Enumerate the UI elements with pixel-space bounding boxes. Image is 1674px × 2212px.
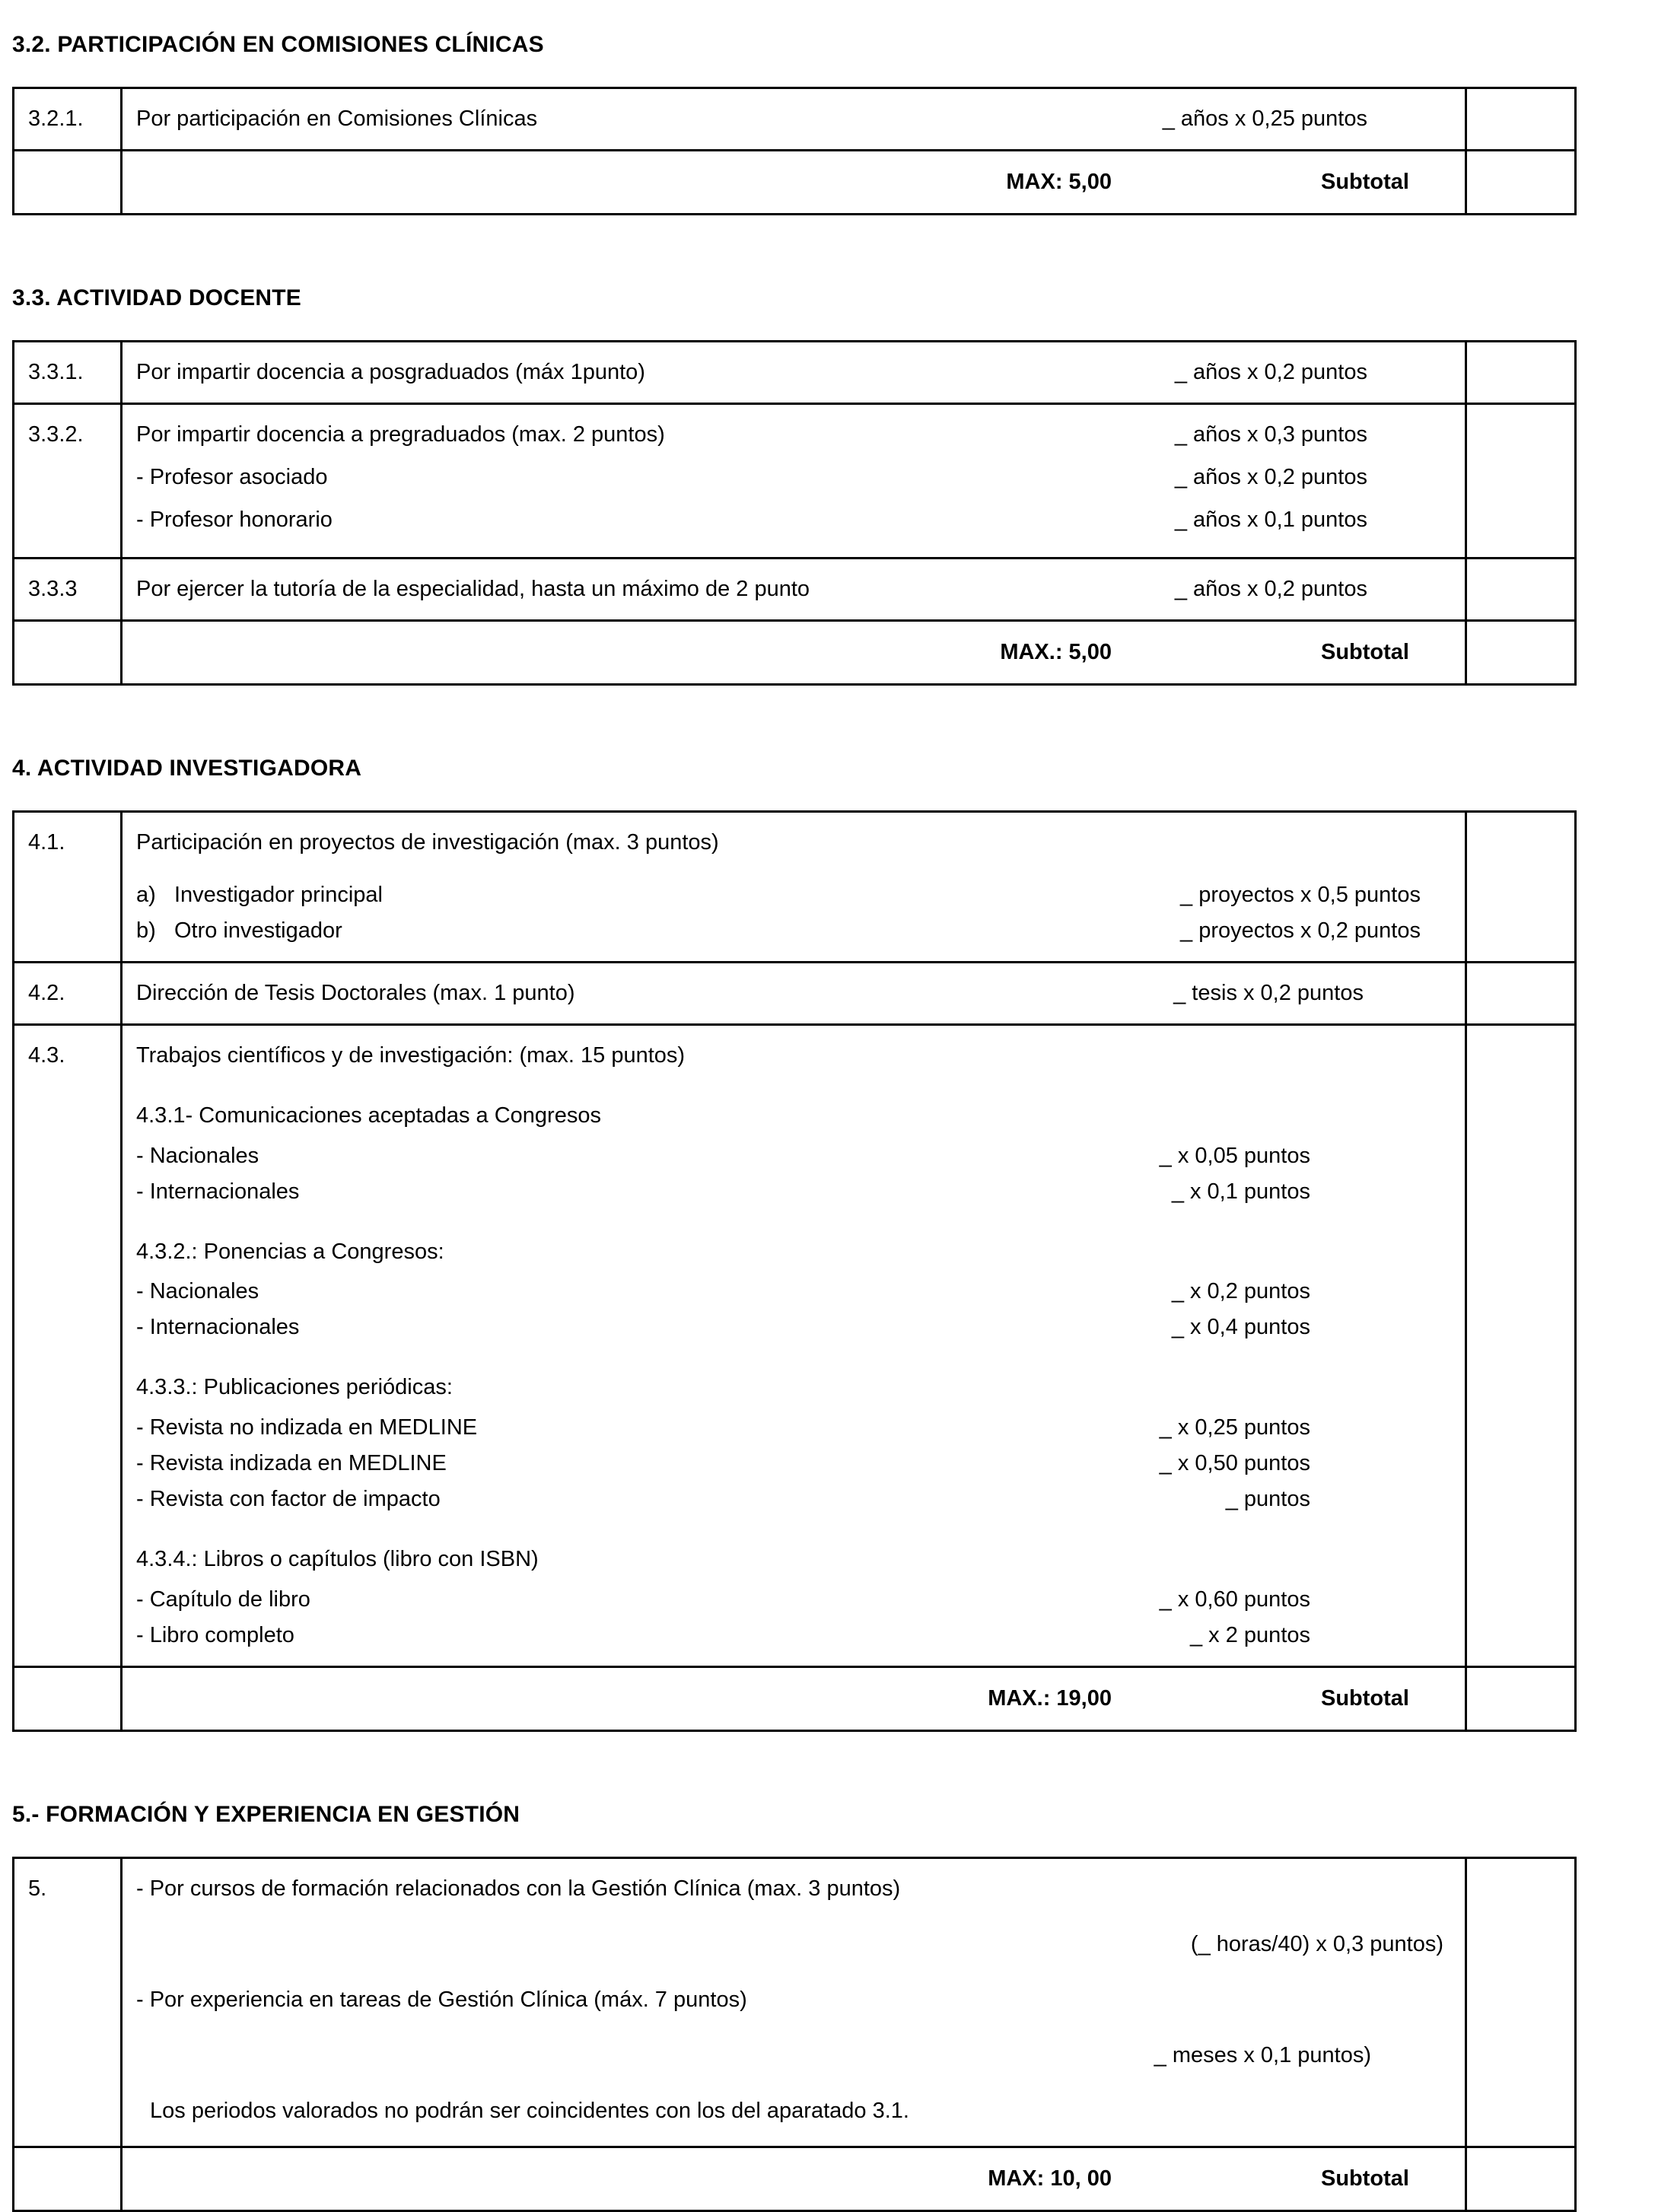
item-line [136,913,1451,949]
item-line [136,1582,1451,1618]
item-line [136,417,1451,453]
table-formacion-gestion [12,1857,1577,2212]
item-description: - Capítulo de libro [136,1587,310,1612]
item-note: Los periodos valorados no podrán ser coincidentes con los del aparatado 3.1. [150,2099,909,2124]
item-formula: _ años x 0,2 puntos [1174,359,1367,384]
item-number: 4.2. [14,962,122,1024]
item-formula: _ x 0,4 puntos [1171,1315,1310,1340]
item-cell [122,403,1466,558]
table-row-4-1 [14,811,1576,962]
item-number: 4.1. [14,811,122,962]
item-cell [122,1858,1466,2147]
subtotal-score-cell [1466,150,1576,214]
table-row-3-3-3 [14,558,1576,620]
item-formula: _ x 0,25 puntos [1159,1415,1310,1440]
item-formula: _ x 0,05 puntos [1159,1143,1310,1168]
item-cell [122,962,1466,1024]
item-line [136,355,1451,390]
total-line [136,2161,1451,2197]
item-line [136,502,1451,538]
item-formula: _ años x 0,3 puntos [1174,422,1367,447]
item-description: - Por cursos de formación relacionados con la Gestión Clínica (max. 3 puntos) [136,1876,901,1902]
subtotal-row [14,2147,1576,2211]
max-label: MAX.: 19,00 [988,1686,1112,1711]
item-formula: _ años x 0,2 puntos [1174,576,1367,601]
item-line [136,1482,1451,1517]
group-heading: 4.3.2.: Ponencias a Congresos: [136,1239,444,1264]
item-description: - Nacionales [136,1279,259,1304]
section-heading-3-2: 3.2. PARTICIPACIÓN EN COMISIONES CLÍNICAS [12,32,544,57]
total-cell [122,2147,1466,2211]
item-cell [122,558,1466,620]
subtotal-label: Subtotal [1321,2166,1409,2191]
table-actividad-docente [12,340,1577,686]
section-heading-3-3: 3.3. ACTIVIDAD DOCENTE [12,285,302,310]
total-line [136,164,1451,200]
item-title: Trabajos científicos y de investigación: (max. 15 puntos) [136,1042,686,1068]
item-formula: _ meses x 0,1 puntos) [1154,2043,1371,2068]
item-formula: _ x 0,2 puntos [1171,1279,1310,1304]
item-description: - Internacionales [136,1179,300,1204]
table-row-3-3-2 [14,403,1576,558]
item-line [136,1618,1451,1653]
item-formula: _ proyectos x 0,2 puntos [1180,918,1421,943]
group-heading: 4.3.3.: Publicaciones periódicas: [136,1375,453,1400]
item-line [136,1274,1451,1310]
subtotal-label: Subtotal [1321,639,1409,664]
total-line [136,1681,1451,1717]
table-row-3-2-1 [14,88,1576,151]
item-line [136,571,1451,607]
subtotal-label: Subtotal [1321,1686,1409,1711]
max-label: MAX: 10, 00 [988,2166,1112,2191]
document-page [12,32,1577,2212]
item-formula: _ años x 0,1 puntos [1174,507,1367,532]
item-description: - Libro completo [136,1623,294,1648]
item-description: Por participación en Comisiones Clínicas [136,107,538,131]
total-cell [122,1667,1466,1731]
subtotal-label: Subtotal [1321,169,1409,194]
empty-cell [14,2147,122,2211]
table-comisiones-clinicas [12,87,1577,215]
max-label: MAX.: 5,00 [1000,639,1112,664]
item-line [136,1410,1451,1446]
item-formula: _ años x 0,25 puntos [1162,107,1367,131]
empty-cell [14,1667,122,1731]
subtotal-row [14,150,1576,214]
item-line [136,101,1451,137]
total-cell [122,150,1466,214]
subtotal-row [14,1667,1576,1731]
subtotal-score-cell [1466,2147,1576,2211]
item-line [136,976,1451,1011]
group-ponencias [136,1234,1451,1346]
total-cell [122,620,1466,684]
score-cell [1466,341,1576,403]
item-description: Por ejercer la tutoría de la especialidad, hasta un máximo de 2 punto [136,576,810,601]
subtotal-row [14,620,1576,684]
subtotal-score-cell [1466,1667,1576,1731]
subtotal-score-cell [1466,620,1576,684]
group-comunicaciones [136,1098,1451,1210]
score-cell [1466,558,1576,620]
total-line [136,635,1451,670]
table-row-4-2 [14,962,1576,1024]
item-formula: _ años x 0,2 puntos [1174,464,1367,489]
item-description: - Profesor honorario [136,507,333,532]
item-description: - Por experiencia en tareas de Gestión Clínica (máx. 7 puntos) [136,1988,747,2013]
empty-cell [14,620,122,684]
empty-cell [14,150,122,214]
item-formula: (_ horas/40) x 0,3 puntos) [1190,1932,1443,1957]
item-formula: _ puntos [1225,1487,1310,1512]
item-number: 3.2.1. [14,88,122,151]
table-row-3-3-1 [14,341,1576,403]
item-description: - Revista con factor de impacto [136,1487,441,1512]
item-description: Por impartir docencia a posgraduados (máx 1punto) [136,359,645,384]
item-formula: _ proyectos x 0,5 puntos [1180,882,1421,907]
item-description: - Revista indizada en MEDLINE [136,1451,447,1476]
item-formula: _ x 2 puntos [1190,1623,1310,1648]
item-description: - Revista no indizada en MEDLINE [136,1415,478,1440]
item-cell [122,341,1466,403]
group-heading: 4.3.1- Comunicaciones aceptadas a Congresos [136,1103,601,1128]
item-cell [122,88,1466,151]
item-cell [122,811,1466,962]
item-line [136,1446,1451,1482]
item-number: 3.3.3 [14,558,122,620]
section-heading-5: 5.- FORMACIÓN Y EXPERIENCIA EN GESTIÓN [12,1802,520,1828]
item-description: a) Investigador principal [136,882,383,907]
score-cell [1466,88,1576,151]
item-line [136,1174,1451,1210]
item-formula: _ tesis x 0,2 puntos [1173,980,1364,1005]
score-cell [1466,403,1576,558]
item-description: Dirección de Tesis Doctorales (max. 1 punto) [136,980,575,1005]
item-formula: _ x 0,60 puntos [1159,1587,1310,1612]
item-formula: _ x 0,1 puntos [1171,1179,1310,1204]
score-cell [1466,962,1576,1024]
score-cell [1466,1858,1576,2147]
table-row-5 [14,1858,1576,2147]
item-description: b) Otro investigador [136,918,342,943]
item-title: Participación en proyectos de investigación (max. 3 puntos) [136,829,719,855]
item-line [136,877,1451,913]
score-cell [1466,811,1576,962]
item-number: 5. [14,1858,122,2147]
item-description: Por impartir docencia a pregraduados (max. 2 puntos) [136,422,665,447]
item-description: - Profesor asociado [136,464,328,489]
item-cell [122,1024,1466,1667]
group-heading: 4.3.4.: Libros o capítulos (libro con ISBN) [136,1547,539,1572]
item-line [136,1138,1451,1174]
item-line [136,460,1451,495]
item-formula: _ x 0,50 puntos [1159,1451,1310,1476]
group-libros [136,1542,1451,1653]
item-number: 3.3.2. [14,403,122,558]
score-cell [1466,1024,1576,1667]
item-number: 3.3.1. [14,341,122,403]
group-publicaciones [136,1370,1451,1517]
item-description: - Internacionales [136,1315,300,1340]
section-heading-4: 4. ACTIVIDAD INVESTIGADORA [12,755,362,781]
item-line [136,1310,1451,1345]
table-actividad-investigadora [12,810,1577,1732]
item-number: 4.3. [14,1024,122,1667]
max-label: MAX: 5,00 [1006,169,1112,194]
table-row-4-3 [14,1024,1576,1667]
item-description: - Nacionales [136,1143,259,1168]
